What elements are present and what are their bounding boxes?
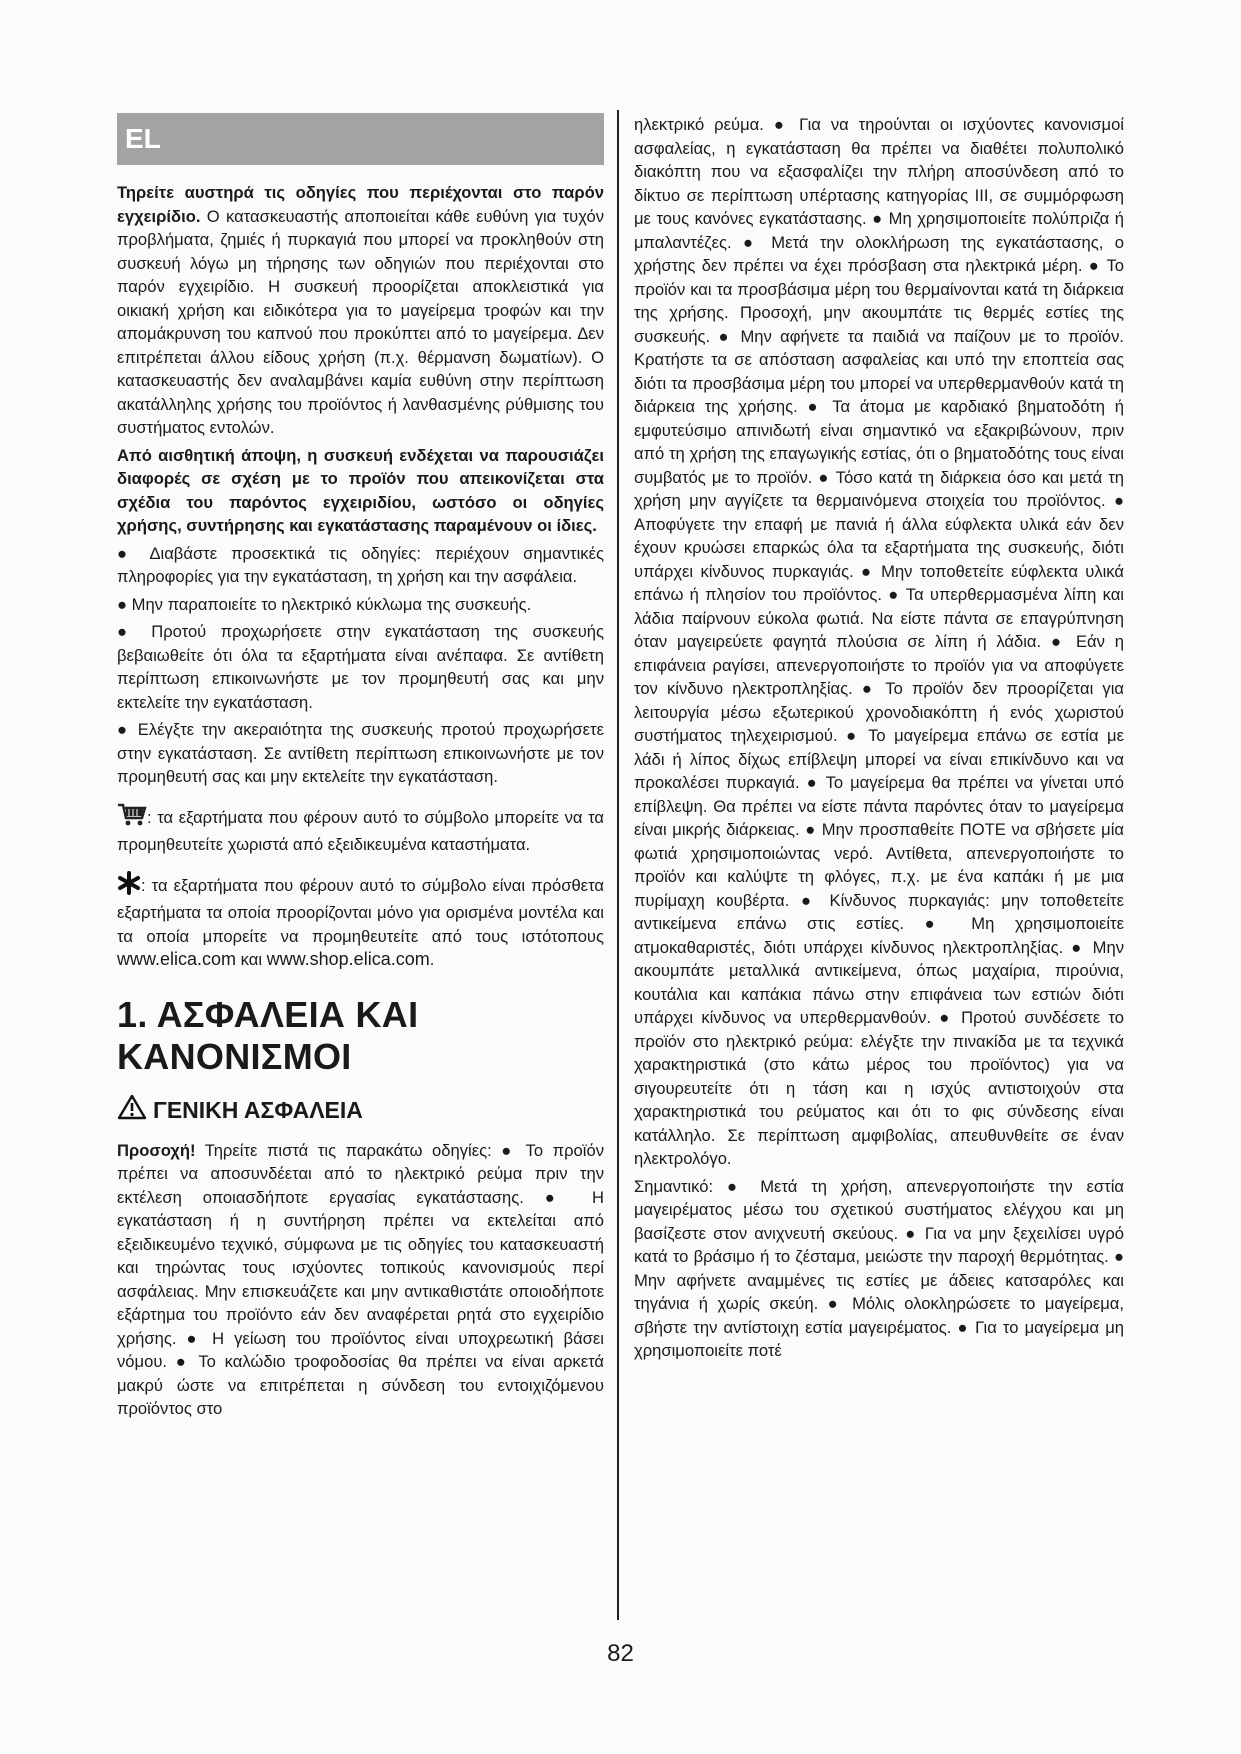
bullet-no-tampering: ● Μην παραποιείτε το ηλεκτρικό κύκλωμα της συσκευής.	[117, 594, 532, 614]
elica-link[interactable]: www.elica.com	[117, 949, 237, 969]
bullet-check-integrity: ● Ελέγξτε την ακεραιότητα της συσκευής προτού προχωρήσετε στην εγκατάσταση. Σε αντίθετη περίπτωση επικοινωνήστε με τον προμηθευτή σας και μην εκτελείτε την εγκατάσταση.	[117, 720, 604, 786]
url-period: .	[429, 950, 435, 969]
asterisk-icon	[117, 871, 141, 902]
intro-text: Ο κατασκευαστής αποποιείται κάθε ευθύνη για τυχόν προβλήματα, ζημιές ή πυρκαγιά που μπορεί να προκληθούν στη συσκευή λόγω μη τήρησης των οδηγιών που περιέχονται στο παρόν εγχειρίδιο. Η συσκευή προορίζεται αποκλειστικά για οικιακή χρήση και ειδικότερα για το μαγείρεμα τροφών και την απομάκρυνση του καπνού που προκύπτει από το μαγείρεμα. Δεν επιτρέπεται άλλου είδους χρήση (π.χ. θέρμανση δωματίων). Ο κατασκευαστής δεν αναλαμβάνει καμία ευθύνη στην περίπτωση ακατάλληλης χρήσης του προϊόντος ή λανθασμένης ρύθμισης του συστήματος εντολών.	[117, 206, 604, 437]
important-notes: Σημαντικό: ● Μετά τη χρήση, απενεργοποιήστε την εστία μαγειρέματος μέσω του σχετικού συστήματος ελέγχου και μη βασίζεστε στον ανιχνευτή σκεύους. ● Για να μην ξεχειλίσει υγρό κατά το βράσιμο ή το ζέσταμα, μειώστε την παροχή θερμότητας. ● Μην αφήνετε αναμμένες τις εστίες με άδειες κατσαρόλες και τηγάνια ή χωρίς σκεύη. ● Μόλις ολοκληρώσετε το μαγείρεμα, σβήστε την αντίστοιχη εστία μαγειρέματος. ● Για το μαγείρεμα μη χρησιμοποιείτε ποτέ	[634, 1176, 1124, 1360]
warning-triangle-icon	[117, 1094, 147, 1127]
bullet-check-parts: ● Προτού προχωρήσετε στην εγκατάσταση της συσκευής βεβαιωθείτε ότι όλα τα εξαρτήματα είναι ανέπαφα. Σε αντίθετη περίπτωση επικοινωνήστε με τον προμηθευτή σας και μην εκτελείτε την εγκατάσταση.	[117, 622, 604, 712]
cart-symbol-text: : τα εξαρτήματα που φέρουν αυτό το σύμβολο μπορείτε να τα προμηθευτείτε χωριστά από εξειδικευμένα καταστήματα.	[117, 807, 604, 854]
column-divider	[617, 110, 619, 1620]
bullet-read-instructions: ● Διαβάστε προσεκτικά τις οδηγίες: περιέχουν σημαντικές πληροφορίες για την εγκατάσταση, τη χρήση και την ασφάλεια.	[117, 543, 604, 586]
elica-shop-link[interactable]: www.shop.elica.com	[266, 949, 430, 969]
language-code: EL	[125, 123, 161, 154]
aesthetic-notice: Από αισθητική άποψη, η συσκευή ενδέχεται να παρουσιάζει διαφορές σε σχέση με το προϊόν που απεικονίζεται στα σχέδια του παρόντος εγχειριδίου, ωστόσο οι οδηγίες χρήσης, συντήρησης και εγκατάστασης παραμένουν οι ίδιες.	[117, 445, 604, 535]
subtitle-text: ΓΕΝΙΚΗ ΑΣΦΑΛΕΙΑ	[153, 1097, 363, 1123]
url-conjunction: και	[236, 950, 267, 969]
section-title: 1. ΑΣΦΑΛΕΙΑ ΚΑΙ ΚΑΝΟΝΙΣΜΟΙ	[117, 993, 419, 1077]
left-column	[117, 113, 604, 1425]
shopping-cart-icon	[117, 803, 147, 834]
intro-bold: Τηρείτε αυστηρά τις οδηγίες που περιέχονται στο παρόν εγχειρίδιο.	[117, 183, 604, 226]
language-banner	[117, 113, 604, 165]
attention-label: Προσοχή!	[117, 1140, 196, 1160]
right-safety-text: ηλεκτρικό ρεύμα. ● Για να τηρούνται οι ισχύοντες κανονισμοί ασφαλείας, η εγκατάσταση θα πρέπει να διαθέτει πολυπολικό διακόπτη που να εξασφαλίζει την πλήρη αποσύνδεση από το δίκτυο σε περίπτωση υπέρτασης κατηγορίας III, σε συμμόρφωση με τους κανόνες εγκατάστασης. ● Μη χρησιμοποιείτε πολύπριζα ή μπαλαντέζες. ● Μετά την ολοκλήρωση της εγκατάστασης, ο χρήστης δεν πρέπει να έχει πρόσβαση στα ηλεκτρικά μέρη. ● Το προϊόν και τα προσβάσιμα μέρη του θερμαίνονται κατά τη διάρκεια της χρήσης. Προσοχή, μην ακουμπάτε τις θερμές εστίες της συσκευής. ● Μην αφήνετε τα παιδιά να παίζουν με το προϊόν. Κρατήστε τα σε απόσταση ασφαλείας και υπό την εποπτεία σας διότι τα προσβάσιμα μέρη του μπορεί να υπερθερμανθούν κατά τη διάρκεια της χρήσης. ● Τα άτομα με καρδιακό βηματοδότη ή εμφυτεύσιμο απινιδωτή είναι σημαντικό να εξακριβώνουν, πριν από τη χρήση της επαγωγικής εστίας, ότι ο βηματοδότης τους είναι συμβατός με το προϊόν. ● Τόσο κατά τη διάρκεια όσο και μετά τη χρήση μην αγγίζετε τα θερμαινόμενα στοιχεία του προϊόντος. ● Αποφύγετε την επαφή με πανιά ή άλλα εύφλεκτα υλικά εάν δεν έχουν κρυώσει επαρκώς όλα τα εξαρτήματα της συσκευής, διότι υπάρχει κίνδυνος πυρκαγιάς. ● Μην τοποθετείτε εύφλεκτα υλικά επάνω ή πλησίον του προϊόντος. ● Τα υπερθερμασμένα λίπη και λάδια παίρνουν εύκολα φωτιά. Να είστε πάντα σε επαγρύπνηση όταν μαγειρεύετε φαγητά πλούσια σε λίπη ή λάδια. ● Εάν η επιφάνεια ραγίσει, απενεργοποιήστε το προϊόν για να αποφύγετε τον κίνδυνο ηλεκτροπληξίας. ● Το προϊόν δεν προορίζεται για λειτουργία μέσω εξωτερικού χρονοδιακόπτη ή ενός χωριστού συστήματος τηλεχειρισμού. ● Το μαγείρεμα επάνω σε εστία με λάδι ή λίπος δίχως επίβλεψη μπορεί να είναι επικίνδυνο και να προκαλέσει πυρκαγιά. ● Το μαγείρεμα θα πρέπει να γίνεται υπό επίβλεψη. Θα πρέπει να είστε πάντα παρόντες όταν το μαγείρεμα είναι μικρής διάρκειας. ● Μην προσπαθείτε ΠΟΤΕ να σβήσετε μία φωτιά χρησιμοποιώντας νερό. Αντίθετα, απενεργοποιήστε το προϊόν και καλύψτε τη φλόγες, π.χ. με ένα καπάκι ή με μια πυρίμαχη κουβέρτα. ● Κίνδυνος πυρκαγιάς: μην τοποθετείτε αντικείμενα επάνω στις εστίες. ● Μη χρησιμοποιείτε ατμοκαθαριστές, διότι υπάρχει κίνδυνος ηλεκτροπληξίας. ● Μην ακουμπάτε μεταλλικά αντικείμενα, όπως μαχαίρια, πιρούνια, κουτάλια και καπάκια πάνω στην επιφάνεια των εστιών διότι υπάρχει κίνδυνος να υπερθερμανθούν. ● Προτού συνδέσετε το προϊόν στο ηλεκτρικό ρεύμα: ελέγξτε την πινακίδα με τα τεχνικά χαρακτηριστικά (στο κάτω μέρος του προϊόντος) για να σιγουρευτείτε ότι η τάση και η ισχύς αντιστοιχούν στα χαρακτηριστικά του ρεύματος και ότι το φις σύνδεσης είναι κατάλληλο. Σε περίπτωση αμφιβολίας, απευθυνθείτε σε έναν ηλεκτρολόγο.	[634, 115, 1124, 1168]
general-safety-text	[117, 1139, 604, 1421]
star-symbol-note	[117, 871, 604, 972]
section-subtitle	[117, 1094, 604, 1127]
intro-paragraph	[117, 181, 604, 440]
right-column	[634, 113, 1124, 1367]
page-number: 82	[607, 1640, 634, 1667]
star-symbol-text: : τα εξαρτήματα που φέρουν αυτό το σύμβολο είναι πρόσθετα εξαρτήματα τα οποία προορίζονται μόνο για ορισμένα μοντέλα και τα οποία μπορείτε να προμηθευτείτε από τους ιστότοπους	[117, 875, 604, 946]
general-safety-body: Τηρείτε πιστά τις παρακάτω οδηγίες: ● Το προϊόν πρέπει να αποσυνδέεται από το ηλεκτρικό ρεύμα πριν την εκτέλεση οποιασδήποτε εργασίας εγκατάστασης. ● Η εγκατάσταση ή η συντήρηση πρέπει να εκτελείται από εξειδικευμένο τεχνικό, σύμφωνα με τις οδηγίες του κατασκευαστή και τηρώντας τους ισχύοντες τοπικούς κανονισμούς περί ασφάλειας. Μην επισκευάζετε και μην αντικαθιστάτε οποιοδήποτε εξάρτημα του προϊόντο εάν δεν αναφέρεται ρητά στο εγχειρίδιο χρήσης. ● Η γείωση του προϊόντος είναι υποχρεωτική βάσει νόμου. ● Το καλώδιο τροφοδοσίας θα πρέπει να είναι αρκετά μακρύ ώστε να επιτρέπεται η σύνδεση του εντοιχιζόμενου προϊόντος στο	[117, 1140, 604, 1418]
cart-symbol-note	[117, 803, 604, 857]
